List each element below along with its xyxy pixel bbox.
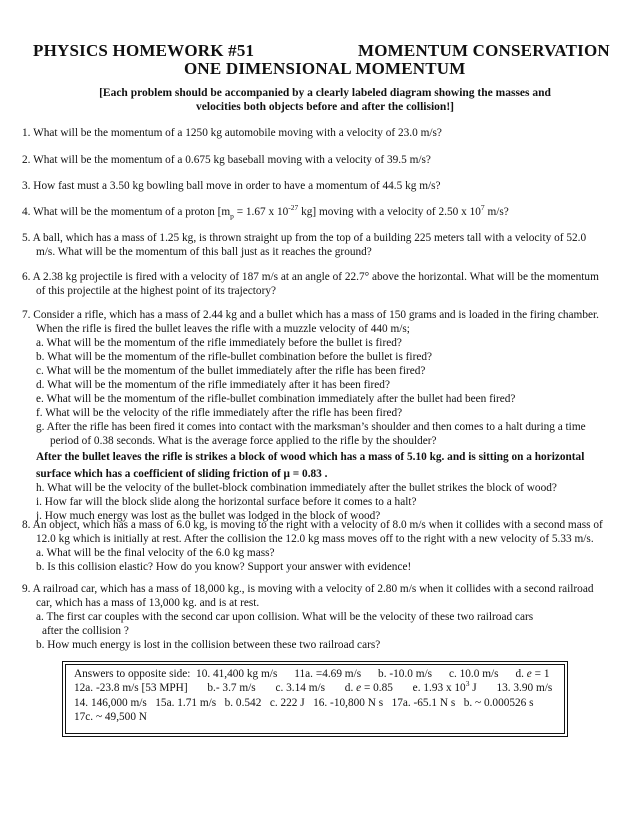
problem-6-line-1: 6. A 2.38 kg projectile is fired with a velocity of 187 m/s at an angle of 22.7° above the horizontal. What will be the momentum xyxy=(22,271,599,283)
problem-8a: a. What will be the final velocity of the 6.0 kg mass? xyxy=(36,547,275,559)
instructions-line-2: velocities both objects before and after the collision!] xyxy=(196,101,454,113)
answers-line-1-b: = 1 xyxy=(531,668,550,680)
problem-7a: a. What will be the momentum of the rifle immediately before the bullet is fired? xyxy=(36,337,402,349)
answers-line-2-a: 12a. -23.8 m/s [53 MPH] b.- 3.7 m/s c. 3.14 m/s d. xyxy=(74,682,357,695)
problem-9 xyxy=(22,582,622,652)
problem-2: 2. What will be the momentum of a 0.675 kg baseball moving with a velocity of 39.5 m/s? xyxy=(22,154,431,166)
problem-5-line-2: m/s. What will be the momentum of this ball just as it reaches the ground? xyxy=(36,246,372,258)
answers-line-1 xyxy=(74,667,556,681)
problem-9a-line-2: after the collision ? xyxy=(42,625,129,637)
header-subtitle: ONE DIMENSIONAL MOMENTUM xyxy=(184,59,466,78)
problem-4-exponent-1: -27 xyxy=(288,203,299,213)
problem-4 xyxy=(22,205,622,219)
problem-8 xyxy=(22,518,622,574)
problem-7d: d. What will be the momentum of the rifle immediately after it has been fired? xyxy=(36,379,390,391)
answers-line-1-e: e xyxy=(526,668,532,680)
problem-9b: b. How much energy is lost in the collision between these two railroad cars? xyxy=(36,639,381,651)
problem-6 xyxy=(22,270,622,298)
problem-9a-line-1: a. The first car couples with the second car upon collision. What will be the velocity of these two railroad cars xyxy=(36,611,534,623)
problem-3: 3. How fast must a 3.50 kg bowling ball move in order to have a momentum of 44.5 kg m/s? xyxy=(22,180,441,192)
problem-4-part-c: kg] moving with a velocity of 2.50 x 10 xyxy=(298,206,481,218)
problem-7h: h. What will be the velocity of the bullet-block combination immediately after the bullet strikes the block of wood? xyxy=(36,482,557,494)
answers-line-2-c: J 13. 3.90 m/s xyxy=(469,682,553,695)
problem-5-line-1: 5. A ball, which has a mass of 1.25 kg, is thrown straight up from the top of a building 225 meters tall with a velocity of 52.0 xyxy=(22,232,587,244)
problem-9-line-2: car, which has a mass of 13,000 kg. and is at rest. xyxy=(36,597,260,609)
problem-4-exponent-2: 7 xyxy=(480,203,485,213)
problem-8-line-1: 8. An object, which has a mass of 6.0 kg, is moving to the right with a velocity of 8.0 m/s when it collides with a second mass of xyxy=(22,519,603,531)
problem-7e: e. What will be the momentum of the rifle-bullet combination immediately after the bullet had been fired? xyxy=(36,393,516,405)
problem-7-bold-line-1: After the bullet leaves the rifle is strikes a block of wood which has a mass of 5.10 kg. and is sitting on a horizontal xyxy=(36,451,585,463)
instructions-line-1: [Each problem should be accompanied by a clearly labeled diagram showing the masses and xyxy=(99,87,551,99)
answers-line-2-b: = 0.85 e. 1.93 x 10 xyxy=(361,682,466,695)
instructions xyxy=(60,86,590,114)
problem-7g-line-2: period of 0.38 seconds. What is the average force applied to the rifle by the shoulder? xyxy=(50,435,437,447)
header-left: PHYSICS HOMEWORK #51 xyxy=(33,41,255,60)
problem-8-line-2: 12.0 kg which is initially at rest. After the collision the 12.0 kg mass moves off to the right with a new velocity of 5.33 m/s. xyxy=(36,533,594,545)
answers-line-1-a: Answers to opposite side: 10. 41,400 kg m/s 11a. =4.69 m/s b. -10.0 m/s c. 10.0 m/s d. xyxy=(74,668,527,680)
problem-4-part-d: m/s? xyxy=(484,206,509,218)
problem-6-line-2: of this projectile at the highest point of its trajectory? xyxy=(36,285,276,297)
problem-7c: c. What will be the momentum of the bullet immediately after the rifle has been fired? xyxy=(36,365,426,377)
problem-7 xyxy=(22,308,622,523)
problem-9-line-1: 9. A railroad car, which has a mass of 18,000 kg., is moving with a velocity of 2.80 m/s when it collides with a second railroad xyxy=(22,583,594,595)
problem-4-part-a: 4. What will be the momentum of a proton [m xyxy=(22,206,231,218)
problem-7-line-2: When the rifle is fired the bullet leaves the rifle with a muzzle velocity of 440 m/s; xyxy=(36,323,410,335)
answers-box-inner xyxy=(65,664,565,734)
problem-8b: b. Is this collision elastic? How do you know? Support your answer with evidence! xyxy=(36,561,412,573)
problem-7-line-1: 7. Consider a rifle, which has a mass of 2.44 kg and a bullet which has a mass of 150 grams and is loaded in the firing chamber. xyxy=(22,309,599,321)
answers-line-3: 14. 146,000 m/s 15a. 1.71 m/s b. 0.542 c. 222 J 16. -10,800 N s 17a. -65.1 N s b. ~ 0.000526 s xyxy=(74,696,534,709)
problem-7i: i. How far will the block slide along the horizontal surface before it comes to a halt? xyxy=(36,496,417,508)
problem-5 xyxy=(22,231,622,259)
answers-line-4: 17c. ~ 49,500 N xyxy=(74,710,147,723)
problem-7f: f. What will be the velocity of the rifle immediately after the rifle has been fired? xyxy=(36,407,403,419)
problem-7j: j. How much energy was lost as the bullet was lodged in the block of wood? xyxy=(36,510,381,522)
header-right: MOMENTUM CONSERVATION xyxy=(358,41,610,60)
problem-7g-line-1: g. After the rifle has been fired it comes into contact with the marksman’s shoulder and then comes to a halt during a time xyxy=(36,421,586,433)
answers-line-2-e: e xyxy=(356,682,362,695)
answers-box xyxy=(62,661,568,737)
problem-4-part-b: = 1.67 x 10 xyxy=(233,206,289,218)
answers-line-2 xyxy=(74,681,556,695)
answers-line-2-exponent: 3 xyxy=(465,679,470,689)
problem-7-bold-line-2: surface which has a coefficient of sliding friction of μ = 0.83 . xyxy=(36,468,328,480)
problem-4-subscript: p xyxy=(230,211,234,221)
problem-1: 1. What will be the momentum of a 1250 kg automobile moving with a velocity of 23.0 m/s? xyxy=(22,127,442,139)
problem-7b: b. What will be the momentum of the rifle-bullet combination before the bullet is fired? xyxy=(36,351,433,363)
